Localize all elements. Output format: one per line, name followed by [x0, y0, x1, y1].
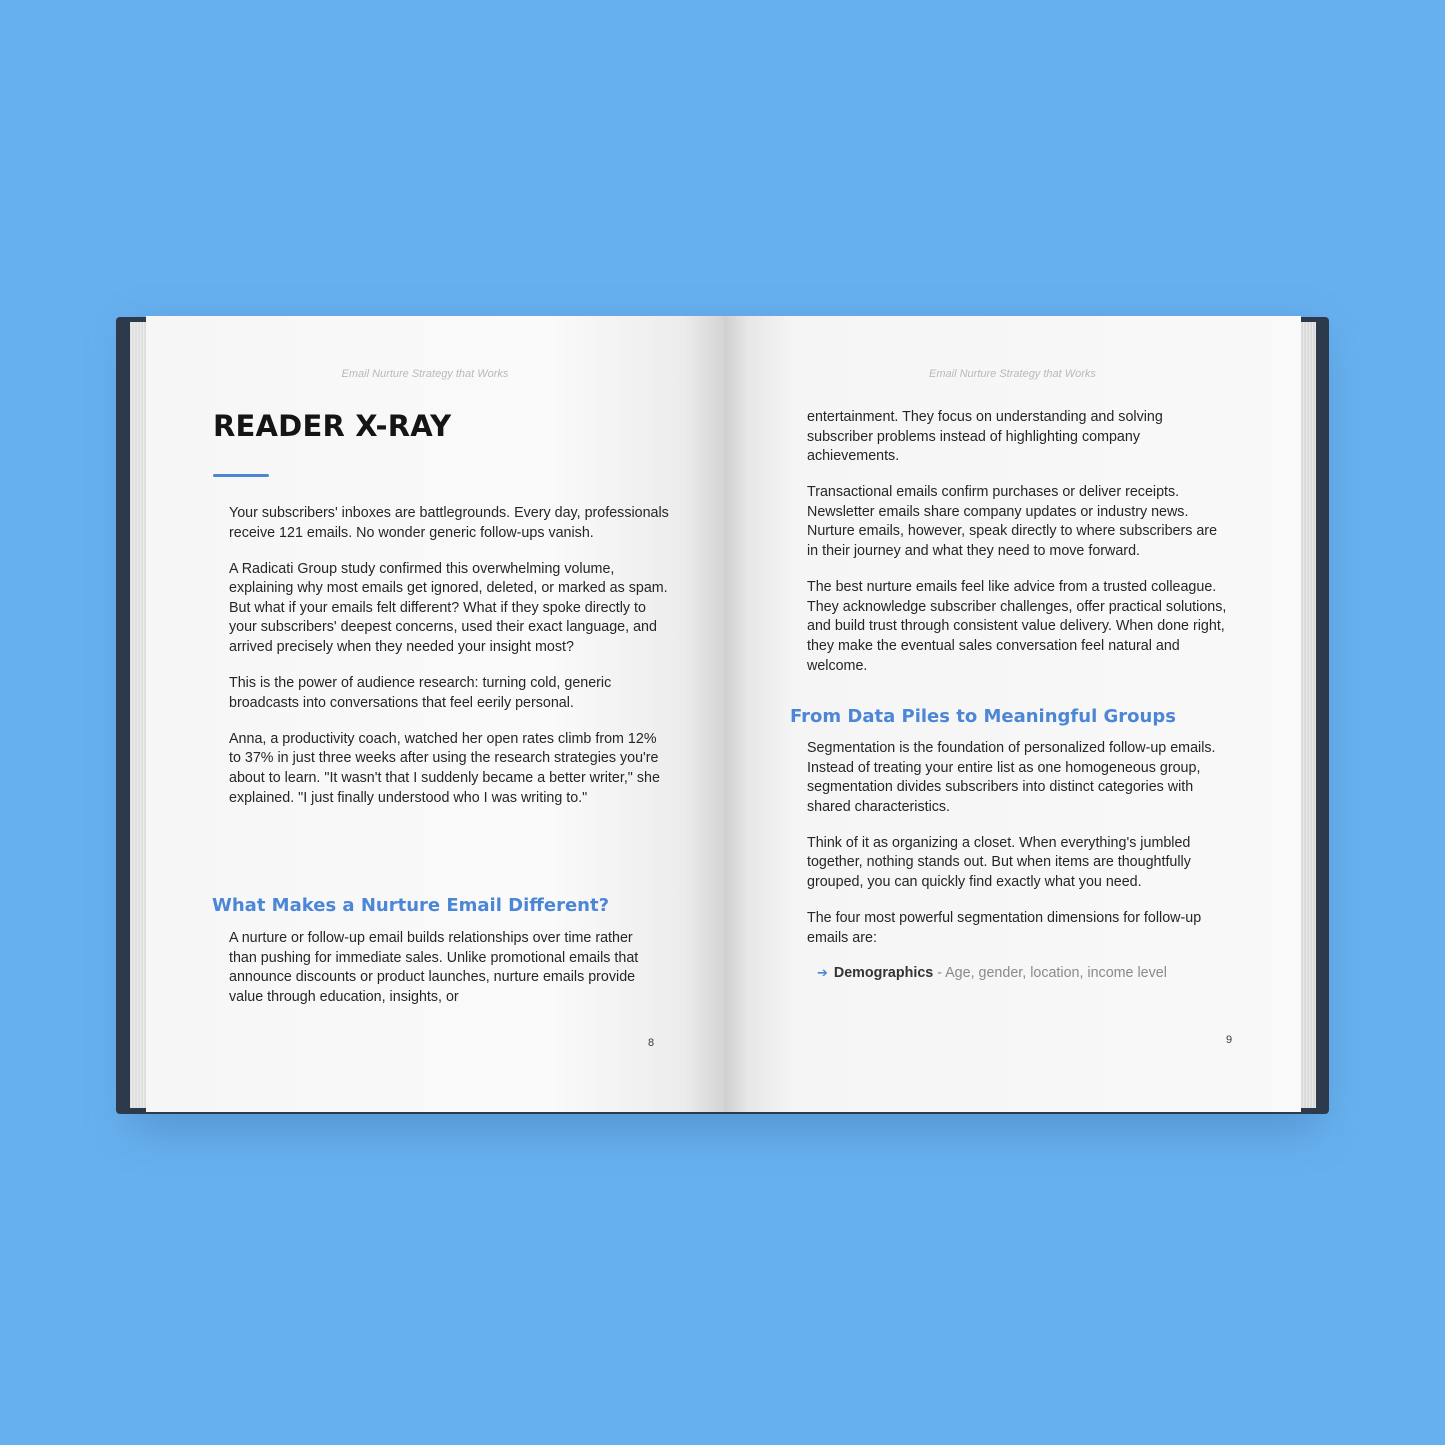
bullet-separator: - — [933, 965, 946, 981]
section-heading-nurture: What Makes a Nurture Email Different? — [212, 895, 610, 916]
running-head-left: Email Nurture Strategy that Works — [341, 368, 509, 380]
paragraph: Think of it as organizing a closet. When everything's jumbled together, nothing stands out. But when items are thoughtfully grouped, you can quickly find exactly what you need. — [807, 834, 1191, 891]
chapter-title: READER X-RAY — [213, 409, 452, 443]
paragraph: A nurture or follow-up email builds relationships over time rather than pushing for immediate sales. Unlike promotional emails that announce discounts or product launches, nurture emails provide value through education, insights, or — [229, 930, 639, 1005]
paragraph: The best nurture emails feel like advice from a trusted colleague. They acknowledge subscriber challenges, offer practical solutions, and build trust through consistent value delivery. When done right, they make the eventual sales conversation feel natural and welcome. — [807, 579, 1227, 674]
paragraph: A Radicati Group study confirmed this overwhelming volume, explaining why most emails get ignored, deleted, or marked as spam. But what if your emails felt different? What if they spoke directly to your subscribers' deepest concerns, used their exact language, and arrived precisely when they needed your insight most? — [229, 560, 668, 656]
section-heading-segmentation: From Data Piles to Meaningful Groups — [790, 706, 1176, 727]
paragraph: Anna, a productivity coach, watched her open rates climb from 12% to 37% in just three weeks after using the research strategies you're about to learn. "It wasn't that I suddenly became a better writer," she explained. "I just finally understood who I was writing to." — [229, 730, 660, 806]
right-page — [724, 316, 1301, 1112]
paragraph: entertainment. They focus on understanding and solving subscriber problems instead of highlighting company achievements. — [807, 409, 1163, 465]
title-underline — [213, 474, 269, 477]
paragraph: Transactional emails confirm purchases or deliver receipts. Newsletter emails share company updates or industry news. Nurture emails, however, speak directly to where subscribers are in their journey and what they need to move forward. — [807, 484, 1218, 560]
page-number-right: 9 — [1226, 1034, 1233, 1046]
paragraph: The four most powerful segmentation dimensions for follow-up emails are: — [807, 910, 1202, 946]
continued-text — [807, 408, 1232, 693]
paragraph: This is the power of audience research: turning cold, generic broadcasts into conversations that feel eerily personal. — [229, 675, 612, 711]
bullet-description: Age, gender, location, income level — [945, 965, 1167, 981]
arrow-right-icon: ➔ — [817, 965, 828, 980]
intro-text — [229, 504, 669, 825]
paragraph: Segmentation is the foundation of personalized follow-up emails. Instead of treating your entire list as one homogeneous group, segmentation divides subscribers into distinct categories with shared characteristics. — [807, 740, 1216, 815]
section-text-left — [229, 929, 657, 1024]
page-number-left: 8 — [648, 1037, 655, 1049]
running-head-right: Email Nurture Strategy that Works — [929, 368, 1096, 380]
paragraph: Your subscribers' inboxes are battlegrounds. Every day, professionals receive 121 emails. No wonder generic follow-ups vanish. — [229, 505, 669, 541]
bullet-item-demographics — [817, 965, 1167, 981]
left-page — [146, 316, 724, 1112]
bullet-term: Demographics — [833, 965, 934, 981]
section-text-right — [807, 739, 1239, 965]
